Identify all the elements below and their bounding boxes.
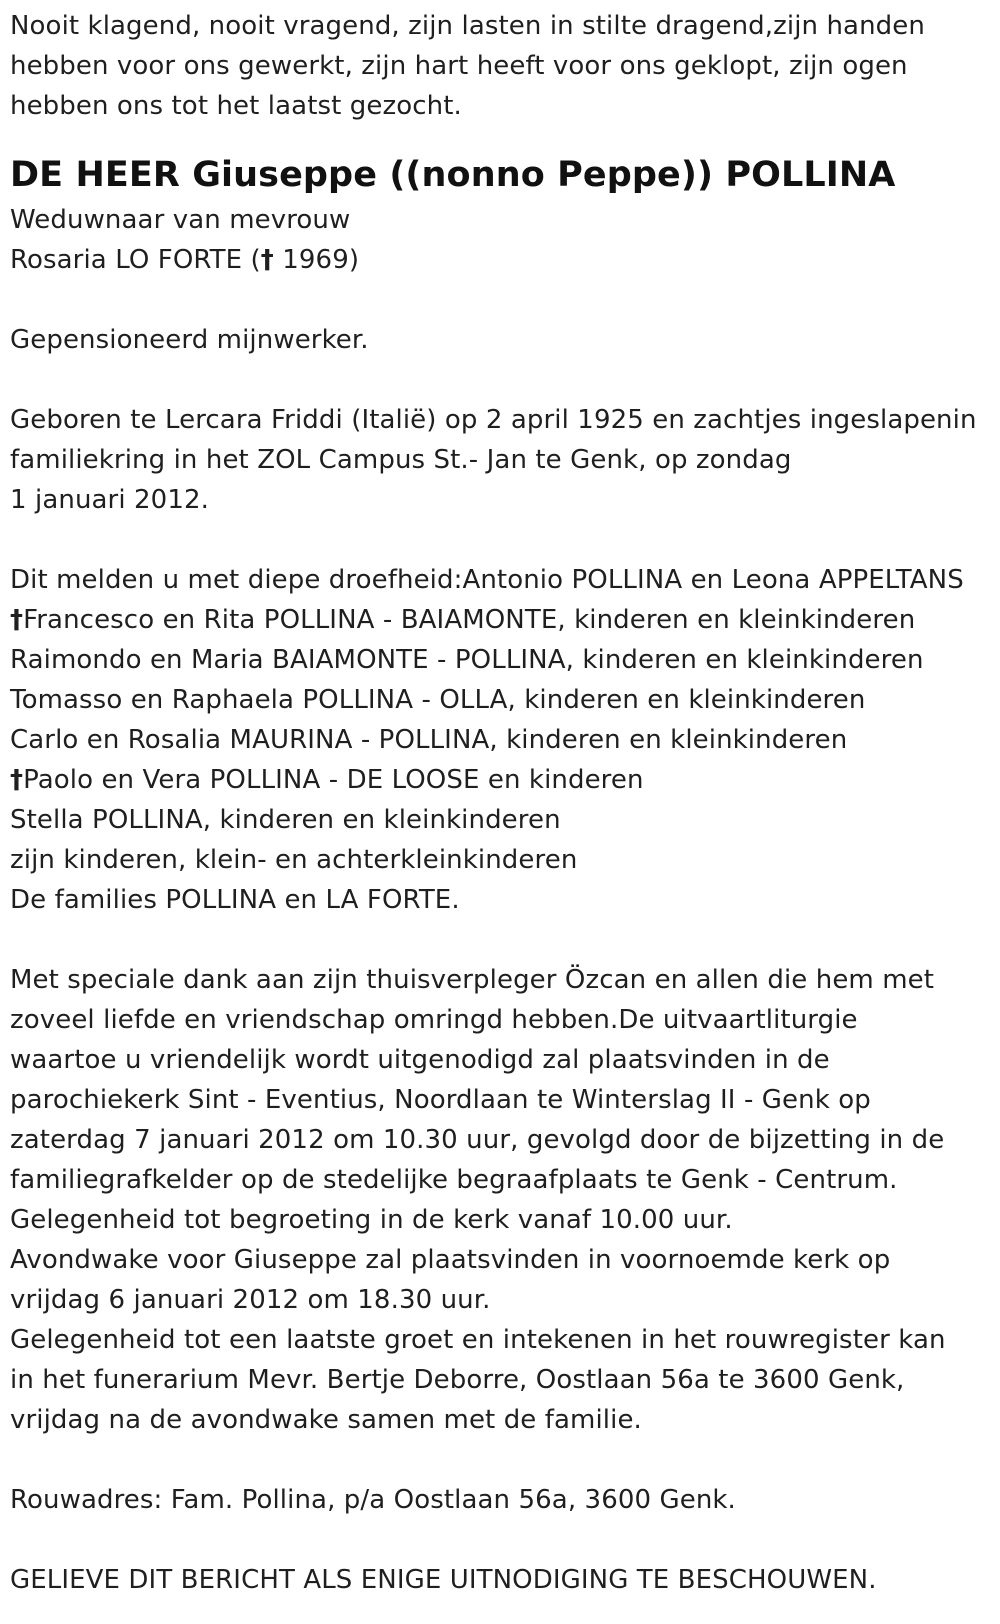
funeral-line-3: waartoe u vriendelijk wordt uitgenodigd zal plaatsvinden in de: [10, 1045, 830, 1075]
spacer: [10, 520, 995, 560]
birth-death-line-2: familiekring in het ZOL Campus St.- Jan te Genk, op zondag: [10, 445, 792, 475]
funeral-line-11: in het funerarium Mevr. Bertje Deborre, Oostlaan 56a te 3600 Genk,: [10, 1365, 905, 1395]
spouse-death-year: 1969): [273, 245, 360, 275]
family-member-paolo: [10, 760, 995, 800]
intro-verse-line-1: Nooit klagend, nooit vragend, zijn lasten in stilte dragend,zijn handen: [10, 11, 925, 41]
closing-notice: GELIEVE DIT BERICHT ALS ENIGE UITNODIGING TE BESCHOUWEN.: [10, 1565, 877, 1595]
family-member-tomasso: Tomasso en Raphaela POLLINA - OLLA, kinderen en kleinkinderen: [10, 685, 866, 715]
spouse-name: Rosaria LO FORTE (: [10, 245, 261, 275]
occupation: Gepensioneerd mijnwerker.: [10, 325, 369, 355]
funeral-line-6: familiegrafkelder op de stedelijke begraafplaats te Genk - Centrum.: [10, 1165, 898, 1195]
funeral-line-2: zoveel liefde en vriendschap omringd hebben.De uitvaartliturgie: [10, 1005, 858, 1035]
funeral-line-1: Met speciale dank aan zijn thuisverpleger Özcan en allen die hem met: [10, 965, 935, 995]
intro-verse-line-2: hebben voor ons gewerkt, zijn hart heeft voor ons geklopt, zijn ogen: [10, 51, 908, 81]
funeral-line-5: zaterdag 7 januari 2012 om 10.30 uur, gevolgd door de bijzetting in de: [10, 1125, 945, 1155]
family-member-francesco: [10, 600, 995, 640]
family-intro: Dit melden u met diepe droefheid:Antonio POLLINA en Leona APPELTANS: [10, 565, 964, 595]
family-member-stella: Stella POLLINA, kinderen en kleinkinderen: [10, 805, 561, 835]
intro-verse-line-3: hebben ons tot het laatst gezocht.: [10, 91, 462, 121]
family-member-carlo: Carlo en Rosalia MAURINA - POLLINA, kinderen en kleinkinderen: [10, 725, 848, 755]
cross-icon: †: [10, 605, 24, 635]
mourning-address: Rouwadres: Fam. Pollina, p/a Oostlaan 56a, 3600 Genk.: [10, 1485, 736, 1515]
funeral-line-10: Gelegenheid tot een laatste groet en intekenen in het rouwregister kan: [10, 1325, 946, 1355]
funeral-line-4: parochiekerk Sint - Eventius, Noordlaan te Winterslag II - Genk op: [10, 1085, 871, 1115]
cross-icon: †: [260, 245, 274, 275]
spouse-line-2: [10, 240, 995, 280]
birth-death-line-1: Geboren te Lercara Friddi (Italië) op 2 april 1925 en zachtjes ingeslapenin: [10, 405, 977, 435]
funeral-line-7: Gelegenheid tot begroeting in de kerk vanaf 10.00 uur.: [10, 1205, 733, 1235]
deceased-name-title: DE HEER Giuseppe ((nonno Peppe)) POLLINA: [10, 155, 896, 195]
family-member-text: Paolo en Vera POLLINA - DE LOOSE en kinderen: [23, 765, 644, 795]
family-member-text: Francesco en Rita POLLINA - BAIAMONTE, kinderen en kleinkinderen: [23, 605, 916, 635]
spacer: [10, 360, 995, 400]
spouse-line-1: Weduwnaar van mevrouw: [10, 205, 351, 235]
spacer: [10, 1440, 995, 1480]
spacer: [10, 1520, 995, 1560]
family-grandchildren: zijn kinderen, klein- en achterkleinkinderen: [10, 845, 578, 875]
spacer: [10, 280, 995, 320]
funeral-line-12: vrijdag na de avondwake samen met de familie.: [10, 1405, 642, 1435]
spacer: [10, 920, 995, 960]
funeral-line-9: vrijdag 6 januari 2012 om 18.30 uur.: [10, 1285, 491, 1315]
family-member-raimondo: Raimondo en Maria BAIAMONTE - POLLINA, kinderen en kleinkinderen: [10, 645, 924, 675]
obituary-notice: [10, 6, 995, 1600]
birth-death-line-3: 1 januari 2012.: [10, 485, 209, 515]
funeral-line-8: Avondwake voor Giuseppe zal plaatsvinden in voornoemde kerk op: [10, 1245, 891, 1275]
family-families: De families POLLINA en LA FORTE.: [10, 885, 460, 915]
cross-icon: †: [10, 765, 24, 795]
